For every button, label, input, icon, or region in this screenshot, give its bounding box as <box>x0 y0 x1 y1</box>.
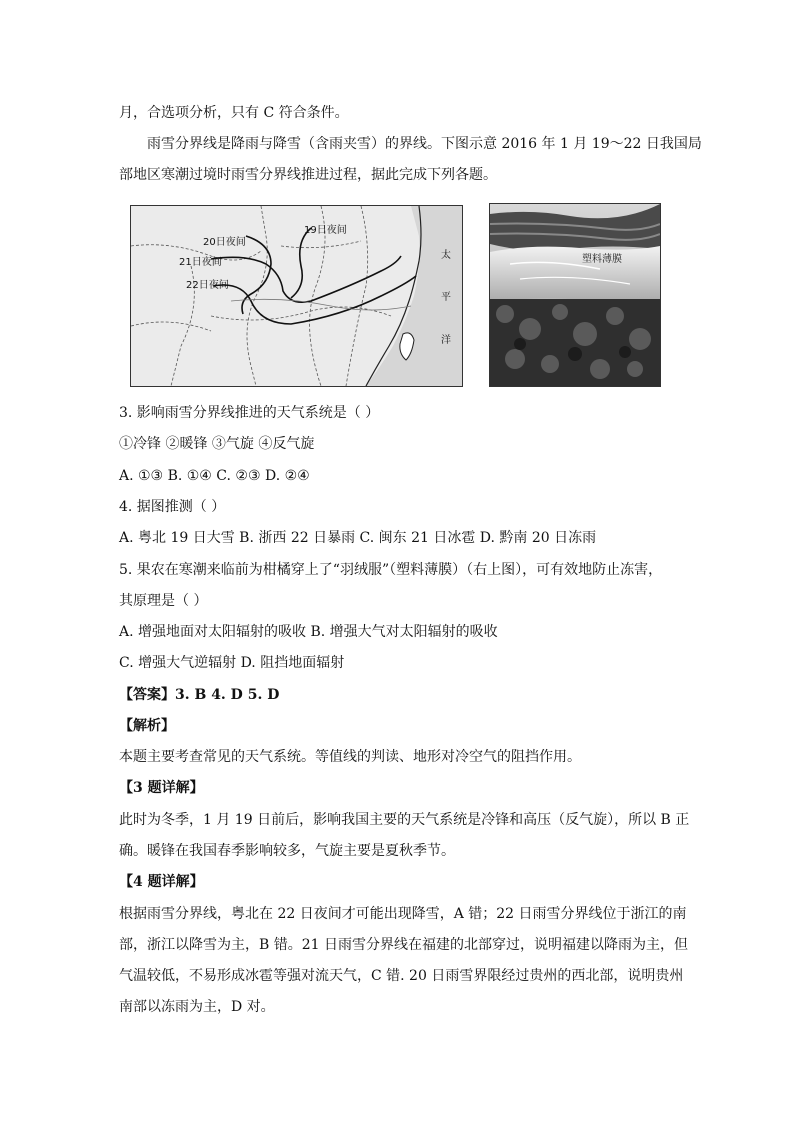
question-4-options: A. 粤北 19 日大雪 B. 浙西 22 日暴雨 C. 闽东 21 日冰雹 D. 黔南 20 日冻雨 <box>119 530 597 546</box>
rain-snow-boundary-map <box>130 205 463 387</box>
label-20-night: 20日夜间 <box>203 237 246 248</box>
plastic-film-label: 塑料薄膜 <box>582 254 622 265</box>
label-19-night: 19日夜间 <box>304 225 347 236</box>
detail-4-line-2: 部，浙江以降雪为主，B 错。21 日雨雪分界线在福建的北部穿过，说明福建以降雨为主，但 <box>119 937 689 953</box>
question-4: 4. 据图推测（ ） <box>119 499 226 515</box>
detail-4-line-4: 南部以冻雨为主，D 对。 <box>119 999 275 1015</box>
detail-3-line-2: 确。暖锋在我国春季影响较多，气旋主要是夏秋季节。 <box>119 843 455 859</box>
analysis-heading: 【解析】 <box>119 718 175 734</box>
detail-4-line-3: 气温较低，不易形成冰雹等强对流天气，C 错. 20 日雨雪界限经过贵州的西北部，说明贵州 <box>119 968 684 984</box>
ocean-label-1: 太 <box>441 250 451 261</box>
question-5-line-1: 5. 果农在寒潮来临前为柑橘穿上了“羽绒服”（塑料薄膜）（右上图），可有效地防止冻害， <box>119 562 663 578</box>
question-5-options-cd: C. 增强大气逆辐射 D. 阻挡地面辐射 <box>119 655 345 671</box>
intro-line-2: 部地区寒潮过境时雨雪分界线推进过程，据此完成下列各题。 <box>119 167 497 183</box>
detail-4-line-1: 根据雨雪分界线，粤北在 22 日夜间才可能出现降雪，A 错；22 日雨雪分界线位于浙江的南 <box>119 906 687 922</box>
question-3: 3. 影响雨雪分界线推进的天气系统是（ ） <box>119 405 380 421</box>
question-5-options-ab: A. 增强地面对太阳辐射的吸收 B. 增强大气对太阳辐射的吸收 <box>119 624 498 640</box>
ocean-label-3: 洋 <box>441 335 451 346</box>
question-3-items: ①冷锋 ②暖锋 ③气旋 ④反气旋 <box>119 436 315 452</box>
plastic-film-photo <box>489 203 661 387</box>
photo-drawing <box>490 204 660 386</box>
text-line-continuation: 月，合选项分析，只有 C 符合条件。 <box>119 105 349 121</box>
label-21-night: 21日夜间 <box>179 257 222 268</box>
ocean-label-2: 平 <box>441 292 451 303</box>
analysis-text: 本题主要考查常见的天气系统。等值线的判读、地形对冷空气的阻挡作用。 <box>119 749 581 765</box>
label-22-night: 22日夜间 <box>186 280 229 291</box>
detail-3-line-1: 此时为冬季，1 月 19 日前后，影响我国主要的天气系统是冷锋和高压（反气旋），所以 B 正 <box>119 812 690 828</box>
map-drawing <box>131 206 462 386</box>
answer-line: 【答案】3. B 4. D 5. D <box>119 687 280 703</box>
intro-line-1: 雨雪分界线是降雨与降雪（含雨夹雪）的界线。下图示意 2016 年 1 月 19～22 日我国局 <box>147 136 702 152</box>
detail-3-heading: 【3 题详解】 <box>119 780 204 796</box>
question-3-options: A. ①③ B. ①④ C. ②③ D. ②④ <box>119 468 310 484</box>
detail-4-heading: 【4 题详解】 <box>119 874 204 890</box>
question-5-line-2: 其原理是（ ） <box>119 593 208 609</box>
